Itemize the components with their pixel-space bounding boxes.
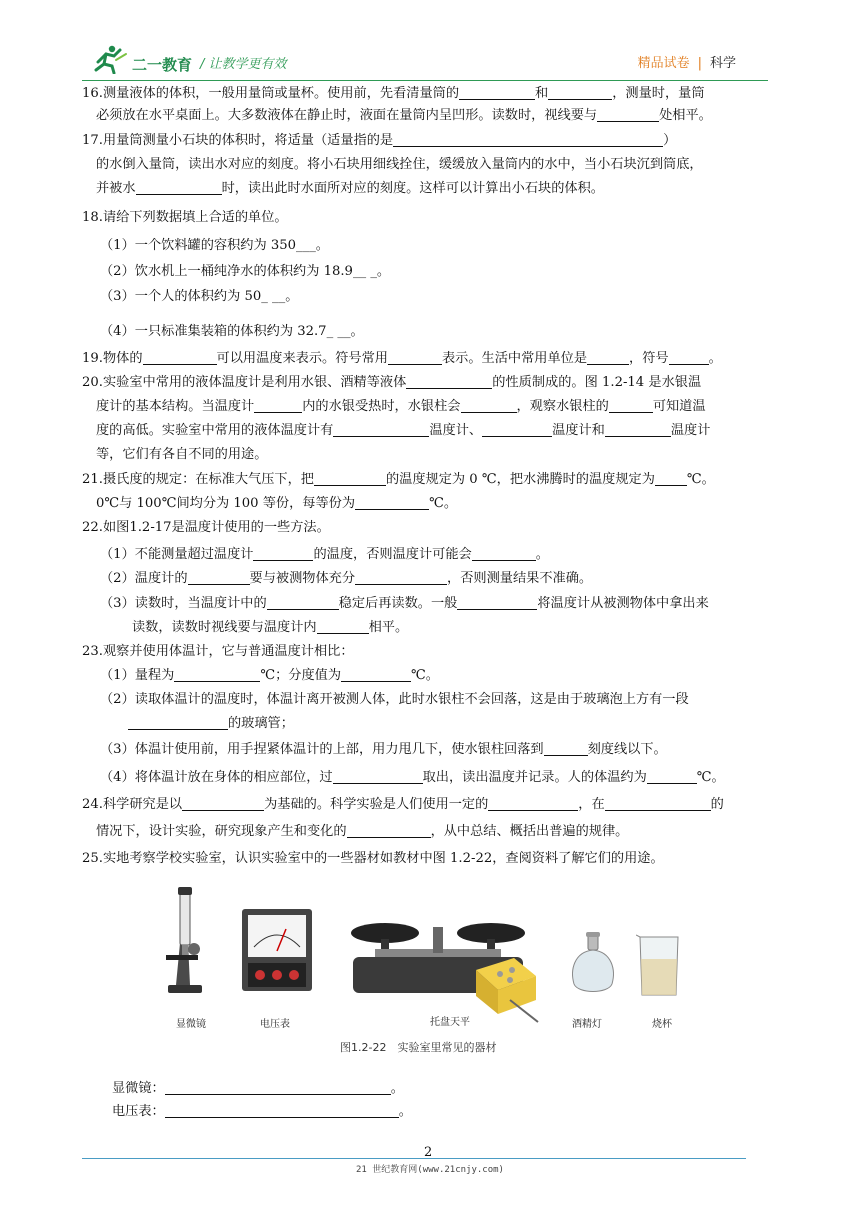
label-beaker: 烧杯: [652, 1019, 672, 1030]
page-header: [82, 40, 768, 80]
question-23-item-3: （3）体温计使用前，用手捏紧体温计的上部，用力甩几下，使水银柱回落到 刻度线以下。: [100, 742, 667, 757]
question-17-line-1: 17.用量筒测量小石块的体积时，将适量（适量指的是 ）: [82, 133, 677, 148]
answer-blank[interactable]: [188, 570, 250, 585]
question-24-line-1: 24.科学研究是以 为基础的。科学实验是人们使用一定的 ，在 的: [82, 797, 724, 812]
weights-box-icon: [470, 940, 540, 1025]
beaker-icon: [636, 933, 682, 999]
answer-blank[interactable]: [457, 595, 537, 610]
question-20-line-4: 等，它们有各自不同的用途。: [96, 447, 268, 462]
question-21-line-2: 0℃与 100℃间均分为 100 等份，每等份为 ℃。: [96, 496, 458, 511]
answer-blank[interactable]: [388, 350, 442, 365]
answer-blank[interactable]: [597, 107, 659, 122]
answer-blank[interactable]: [355, 495, 429, 510]
page-number: 2: [424, 1145, 433, 1160]
footer-site: 21 世纪教育网(www.21cnjy.com): [356, 1165, 504, 1175]
answer-blank[interactable]: [165, 1103, 399, 1118]
question-24-line-2: 情况下，设计实验，研究现象产生和变化的 ，从中总结、概括出普遍的规律。: [96, 824, 629, 839]
voltmeter-icon: [240, 907, 314, 993]
answer-blank[interactable]: [461, 398, 517, 413]
question-19: 19.物体的 可以用温度来表示。符号常用 表示。生活中常用单位是 ，符号 。: [82, 351, 722, 366]
header-separator: |: [697, 56, 702, 71]
answer-blank[interactable]: [544, 741, 588, 756]
answer-blank[interactable]: [482, 422, 552, 437]
question-21-line-1: 21.摄氏度的规定：在标准大气压下，把 的温度规定为 0 ℃，把水沸腾时的温度规定为 ℃。: [82, 472, 715, 487]
footer-divider: [82, 1158, 746, 1159]
question-17-line-2: 的水倒入量筒，读出水对应的刻度。将小石块用细线拴住，缓缓放入量筒内的水中，当小石块沉到筒底，: [96, 157, 703, 172]
answer-blank[interactable]: [317, 619, 369, 634]
question-18-item-3: （3）一个人的体积约为 50_ __。: [100, 289, 299, 304]
question-16-line-1: 16.测量液体的体积，一般用量筒或量杯。使用前，先看清量筒的 和 ，测量时，量筒: [82, 86, 705, 101]
answer-blank[interactable]: [548, 85, 612, 100]
answer-blank[interactable]: [406, 374, 492, 389]
answer-blank[interactable]: [253, 546, 313, 561]
runner-logo-icon: [92, 44, 128, 74]
header-label: 精品试卷: [637, 56, 690, 71]
header-right: [638, 52, 736, 71]
answer-blank[interactable]: [254, 398, 302, 413]
microscope-icon: [158, 885, 208, 995]
label-balance: 托盘天平: [430, 1017, 470, 1028]
answer-blank[interactable]: [165, 1080, 391, 1095]
question-22-item-3-line-2: 读数，读数时视线要与温度计内 相平。: [132, 620, 409, 635]
question-23-item-2-line-2: 的玻璃管；: [128, 714, 294, 734]
answer-blank[interactable]: [647, 769, 697, 784]
answer-microscope: 显微镜： 。: [112, 1081, 404, 1096]
question-22: 22.如图1.2-17是温度计使用的一些方法。: [82, 520, 330, 535]
question-17-line-3: 并被水 时，读出此时水面所对应的刻度。这样可以计算出小石块的体积。: [96, 181, 604, 196]
figure-caption: 图1.2-22 实验室里常见的器材: [340, 1041, 497, 1054]
question-23-item-1: （1）量程为 ℃；分度值为 ℃。: [100, 668, 439, 683]
question-16-line-2: 必须放在水平桌面上。大多数液体在静止时，液面在量筒内呈凹形。读数时，视线要与 处相平。: [96, 108, 712, 123]
answer-blank[interactable]: [341, 667, 411, 682]
answer-blank[interactable]: [605, 422, 671, 437]
question-18-item-1: （1）一个饮料罐的容积约为 350___。: [100, 238, 329, 253]
question-25: 25.实地考察学校实验室，认识实验室中的一些器材如教材中图 1.2-22，查阅资料了解它们的用途。: [82, 851, 664, 866]
answer-blank[interactable]: [605, 796, 711, 811]
question-20-line-3: 度的高低。实验室中常用的液体温度计有 温度计、 温度计和 温度计: [96, 423, 711, 438]
logo-text: 二一教育: [132, 56, 193, 74]
label-voltmeter: 电压表: [260, 1019, 290, 1030]
answer-blank[interactable]: [655, 471, 687, 486]
answer-blank[interactable]: [314, 471, 386, 486]
answer-blank[interactable]: [355, 570, 447, 585]
slogan: / 让教学更有效: [200, 57, 287, 72]
question-18-item-4: （4）一只标准集装箱的体积约为 32.7_ __。: [100, 324, 364, 339]
question-18-item-2: （2）饮水机上一桶纯净水的体积约为 18.9__ _。: [100, 264, 391, 279]
answer-blank[interactable]: [267, 595, 339, 610]
question-20-line-2: 度计的基本结构。当温度计 内的水银受热时，水银柱会 ，观察水银柱的 可知道温: [96, 399, 706, 414]
lab-equipment-figure: [150, 885, 710, 1060]
answer-blank[interactable]: [393, 132, 663, 147]
answer-blank[interactable]: [347, 823, 431, 838]
answer-blank[interactable]: [182, 796, 264, 811]
answer-voltmeter: 电压表： 。: [112, 1104, 412, 1119]
question-22-item-3-line-1: （3）读数时，当温度计中的 稳定后再读数。一般 将温度计从被测物体中拿出来: [100, 596, 709, 611]
answer-blank[interactable]: [669, 350, 709, 365]
question-20-line-1: 20.实验室中常用的液体温度计是利用水银、酒精等液体 的性质制成的。图 1.2-14 是水银温: [82, 375, 702, 390]
answer-blank[interactable]: [459, 85, 535, 100]
question-22-item-1: （1）不能测量超过温度计 的温度，否则温度计可能会 。: [100, 547, 549, 562]
label-alcohol-lamp: 酒精灯: [572, 1019, 602, 1030]
answer-blank[interactable]: [174, 667, 260, 682]
header-divider: [82, 80, 768, 81]
answer-blank[interactable]: [488, 796, 578, 811]
question-22-item-2: （2）温度计的 要与被测物体充分 ，否则测量结果不准确。: [100, 571, 593, 586]
question-18: 18.请给下列数据填上合适的单位。: [82, 210, 288, 225]
answer-blank[interactable]: [587, 350, 629, 365]
answer-blank[interactable]: [143, 350, 217, 365]
header-subject: 科学: [709, 56, 736, 71]
answer-blank[interactable]: [609, 398, 653, 413]
question-23-item-4: （4）将体温计放在身体的相应部位，过 取出，读出温度并记录。人的体温约为 ℃。: [100, 770, 725, 785]
answer-blank[interactable]: [472, 546, 536, 561]
answer-blank[interactable]: [128, 715, 228, 730]
question-23-item-2-line-1: （2）读取体温计的温度时，体温计离开被测人体，此时水银柱不会回落，这是由于玻璃泡上方有一段: [100, 692, 689, 707]
label-microscope: 显微镜: [176, 1019, 206, 1030]
alcohol-lamp-icon: [568, 930, 618, 996]
answer-blank[interactable]: [333, 769, 423, 784]
answer-blank[interactable]: [333, 422, 429, 437]
question-23: 23.观察并使用体温计，它与普通温度计相比：: [82, 644, 354, 659]
answer-blank[interactable]: [136, 180, 222, 195]
